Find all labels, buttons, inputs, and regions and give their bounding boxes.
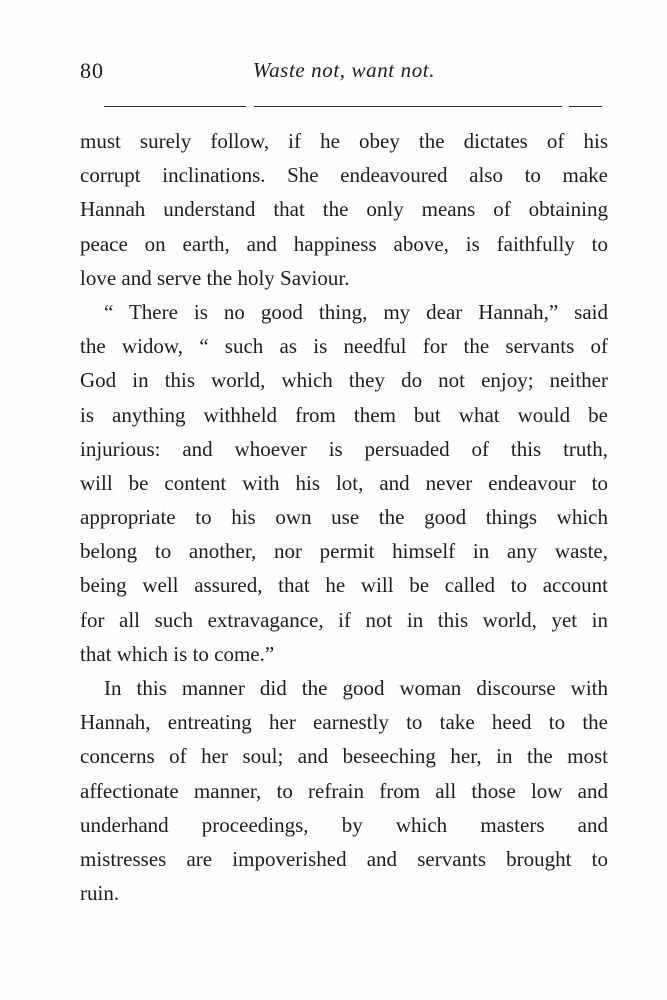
text-line: corrupt inclinations. She endeavoured also to make [80,163,608,188]
text-line: injurious: and whoever is persuaded of this truth, [80,436,608,461]
text-line: being well assured, that he will be called to account [80,573,608,598]
text-line: appropriate to his own use the good things which [80,505,608,530]
text-line: Hannah, entreating her earnestly to take heed to the [80,710,608,735]
text-line: concerns of her soul; and beseeching her, in the most [80,744,608,769]
text-line: will be content with his lot, and never endeavour to [80,470,608,495]
text-line: “ There is no good thing, my dear Hannah,” said [104,299,608,324]
text-line: peace on earth, and happiness above, is faithfully to [80,231,608,256]
text-line: the widow, “ such as is needful for the servants of [80,334,608,359]
text-line: love and serve the holy Saviour. [80,265,350,290]
text-line: underhand proceedings, by which masters and [80,812,608,837]
text-line: In this manner did the good woman discourse with [104,676,608,700]
text-line: God in this world, which they do not enjoy; neither [80,368,608,393]
text-line: is anything withheld from them but what would be [80,402,608,427]
body-text [80,124,608,910]
text-line: for all such extravagance, if not in this world, yet in [80,607,608,632]
text-line: Hannah understand that the only means of obtaining [80,197,608,222]
text-line: must surely follow, if he obey the dictates of his [80,129,608,153]
header-rule-gap [246,104,254,109]
header-rule [104,106,602,107]
running-title: Waste not, want not. [252,58,436,82]
text-line: ruin. [80,881,120,906]
text-line: that which is to come.” [80,641,275,666]
text-line: belong to another, nor permit himself in any waste, [80,539,608,564]
header-rule-gap [562,104,569,109]
running-head [80,56,608,90]
text-line: mistresses are impoverished and servants brought to [80,846,608,871]
text-line: affectionate manner, to refrain from all those low and [80,778,608,803]
page-number: 80 [80,58,104,83]
